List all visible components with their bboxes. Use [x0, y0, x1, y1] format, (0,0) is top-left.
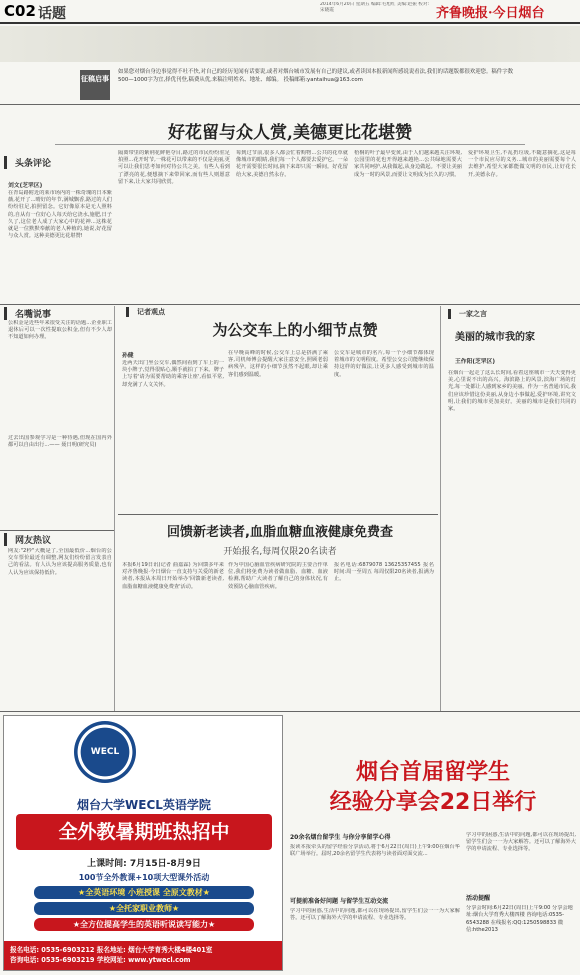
ad-feature-pill: ★全托家职业教师★ [34, 902, 254, 915]
header-rule [0, 22, 580, 24]
ad-contact-footer [4, 941, 283, 971]
article-body: 学习中的困惑,生活中的问题,都可以在现场提出,留学生们会一一为大家解答。还可以了解海外大学的申请流程、专业选择等。 [290, 908, 460, 922]
event-note-title: 活动提醒 [466, 895, 491, 902]
article-body: 报名电话:6879078 13625357455 报名时间:周一至周五 每周仅限20名读者,报满为止。 [334, 562, 434, 583]
bus-headline: 为公交车上的小细节点赞 [212, 321, 378, 339]
byline: 王作阳(芝罘区) [455, 359, 496, 365]
event-headline [290, 758, 576, 818]
event-subhead: 可提前准备好问题 与留学生互动交流 [290, 898, 389, 905]
main-headline: 好花留与众人赏,美德更比花堪赞 [168, 123, 412, 143]
article-body: 每到过节前,很多人都会忙着购物...公共的花草就像城市的眼睛,我们每一个人都要去爱护它。一朵花开需要很长时间,摘下来却只需一瞬间。好花留给大家,美德自然永存。 [236, 150, 348, 178]
ad-course-info: 100节全外教课+10项大型课外活动 [78, 873, 210, 882]
article-body: 报读本报牵头的留学经验分享活动,将于6月22日(周日)上午9:00在烟台华联广场举行。届时,20余名留学生代表将与读者面对面交流... [290, 844, 460, 858]
article-body: 过去出国参观学习是一种待遇,但现在国内外都可以自由出行...—— 聂日明(研究员) [8, 435, 112, 449]
section-title: 话题 [38, 6, 66, 22]
column-label-reporter [126, 307, 206, 317]
ad-phone-line: 咨询电话: 0535-6903219 学校网址: www.ytwecl.com [10, 956, 191, 964]
event-subhead: 20余名烟台留学生 与你分享留学心得 [290, 834, 391, 841]
column-divider [114, 306, 115, 711]
ad-main-slogan: 全外教暑期班热招中 [16, 814, 272, 850]
byline: 孙健 [122, 353, 134, 359]
opinion-headline: 美丽的城市我的家 [455, 332, 535, 343]
newspaper-brand: 齐鲁晚报·今日烟台 [436, 6, 545, 21]
school-name: 烟台大学WECL英语学院 [77, 798, 211, 812]
health-headline: 回馈新老读者,血脂血糖血液健康免费查 [167, 525, 393, 540]
article-body: 本报6月19日讯(记者 曲嘉霖) 为回馈多年来对齐鲁晚报·今日烟台一直支持与关爱的新老读者,本报从本周日开始举办'回馈新老读者,血脂血糖血液健康免费查'活动。 [122, 562, 224, 590]
school-advertisement[interactable] [3, 715, 283, 971]
event-note-body: 分享会时间:6月22日(周日)上午9:00 分享会地址:烟台大学育秀大楼四楼 咨询电话:0535-6543288 在线报名:QQ:1250598833 微信:hthe2013 [466, 905, 573, 934]
column-label-opinion: 一家之言 [448, 309, 548, 319]
divider [0, 530, 115, 531]
column-label-text: 记者观点 [137, 308, 165, 316]
page-number: C02 [4, 2, 36, 20]
divider [0, 104, 580, 105]
call-for-papers-tag: 征稿启事 [80, 70, 110, 100]
health-subheadline: 开始报名,每周仅限20名读者 [223, 547, 337, 557]
divider [118, 514, 438, 515]
article-body: 隔离带里的紫荆花鲜艳夺目,路过的市民纷纷驻足拍照...花开时节,一株花可以带来的不仅是美丽,更可以让我们思考如何对待公共之美。有些人看到了漂亮的花,便想摘下来带回家,而有些人则愿意留下来,让大家共同欣赏。 [118, 150, 230, 185]
article-body: 近两天出门坐公交车,偶然间看到了车上的一块小牌子,觉得很贴心,顺手就拍了下来。牌子上写着'请为需要帮助的乘客让座',看似平常,却充满了人文关怀。 [122, 360, 224, 388]
article-body: 公交车是城市的名片,每一个小细节都体现着城市的文明程度。希望公交公司能继续保持这样的好做法,让更多人感受到城市的温度。 [334, 350, 434, 378]
article-body: 作为中国心脑血管疾病研究院的主要合作单位,我们将免费为读者做血脂、血糖、血液检测,帮助广大读者了解自己的身体状况,有效预防心脑血管疾病。 [228, 562, 328, 590]
article-body: 梧桐的叶子最早变黄,由于人们越来越关注环境,公园里的花也开得越来越艳...公共绿地需要大家共同呵护,从我做起,从身边做起。不要让美丽成为一时的风景,而要让文明成为长久的习惯。 [354, 150, 462, 178]
article-body: 在烟台一起走了这么长时间,看着这座城市一天天变得更美,心里说不出的高兴。海滨路上的风景,滨海广场的灯光,每一处都让人感到家乡的美丽。作为一名普通市民,我们应该珍惜这份美丽,从身边小事做起,爱护环境,讲究文明,让我们的城市更加美好。美丽的城市是我们共同的家。 [448, 370, 576, 413]
article-body: 网友:"2秒"大概是了,全国最低价...烟台的公交车票价最近有调整,网友们纷纷留言发表自己的看法。有人认为应该提高服务质量,也有人认为应该保持低价。 [8, 548, 112, 576]
divider [0, 711, 580, 712]
issue-meta: 2014年6月20日 星期五 编辑:毛旭红 美编:赵振 校对:宋晓霞 [320, 2, 430, 13]
column-label-mingzui: 名嘴说事 [4, 307, 104, 320]
ad-class-time: 上课时间: 7月15日-8月9日 [87, 859, 201, 869]
divider [0, 304, 580, 305]
column-label-wangyou: 网友热议 [4, 533, 104, 546]
header-band [0, 26, 580, 62]
byline: 刘文(芝罘区) [8, 183, 43, 189]
ad-feature-pill: ★全英语环境 小班授课 全原文教材★ [34, 886, 254, 899]
article-body: 在早晚高峰的时候,公交车上总是挤满了乘客,司机师傅会提醒大家注意安全,照顾老弱病残孕。这样的小细节虽然不起眼,却让乘客们感到温暖。 [228, 350, 328, 378]
column-label-toutiao: 头条评论 [4, 156, 104, 169]
event-title-line: 烟台首届留学生 [355, 760, 510, 785]
ad-feature-pill: ★全方位提高学生的英语听说读写能力★ [34, 918, 254, 931]
event-title-line: 经验分享会22日举行 [329, 790, 537, 815]
article-body: 在青岛路附近的莱市场内的一株奇瑰的日本紫薇,花开了...晴好的年节,满城飘香,路过的人们纷纷驻足,拍照留念。它好像原本是无人照料的,自从有一位好心人每天给它浇水,施肥,日子久了,这位老人成了大家心中的花神...这株花就是一位默默奉献的老人种植的,她说,好花留与众人赏。这种美德更比花堪赞! [8, 190, 112, 240]
school-logo-badge: WECL [74, 721, 136, 783]
article-body: 爱护环境卫生,不乱扔垃圾,不随意摘花,这是每一个市民应尽的义务...城市的美丽需要每个人去维护,希望大家都能做文明的市民,让好花长开,美德永存。 [468, 150, 576, 178]
ad-phone-line: 报名电话: 0535-6903212 报名地址: 烟台大学育秀大楼4楼401室 [10, 946, 213, 954]
divider [55, 144, 525, 145]
call-for-papers-body: 如果您对烟台身边事觉得不吐不快,对自己的经历见闻有话要说,或者对烟台城市发展有自己的建议,或者读国本报新闻所感说说看法,我们的话题版都很欢迎您。稿件字数500—1000字为宜,择优刊登,稿费从优,来稿注明姓名、地址、邮编。 投稿邮箱:yantaihua@163.com [118, 69, 513, 83]
article-body: 学习中的困惑,生活中的问题,都可以在现场提出,留学生们会一一为大家解答。还可以了解海外大学的申请流程、专业选择等。 [466, 832, 576, 853]
column-divider [440, 306, 441, 711]
article-body: 公积金是近些年来很受关注的话题...企业职工退休后可以一次性提取公积金,但有不少人却不知道如何办理。 [8, 320, 112, 341]
